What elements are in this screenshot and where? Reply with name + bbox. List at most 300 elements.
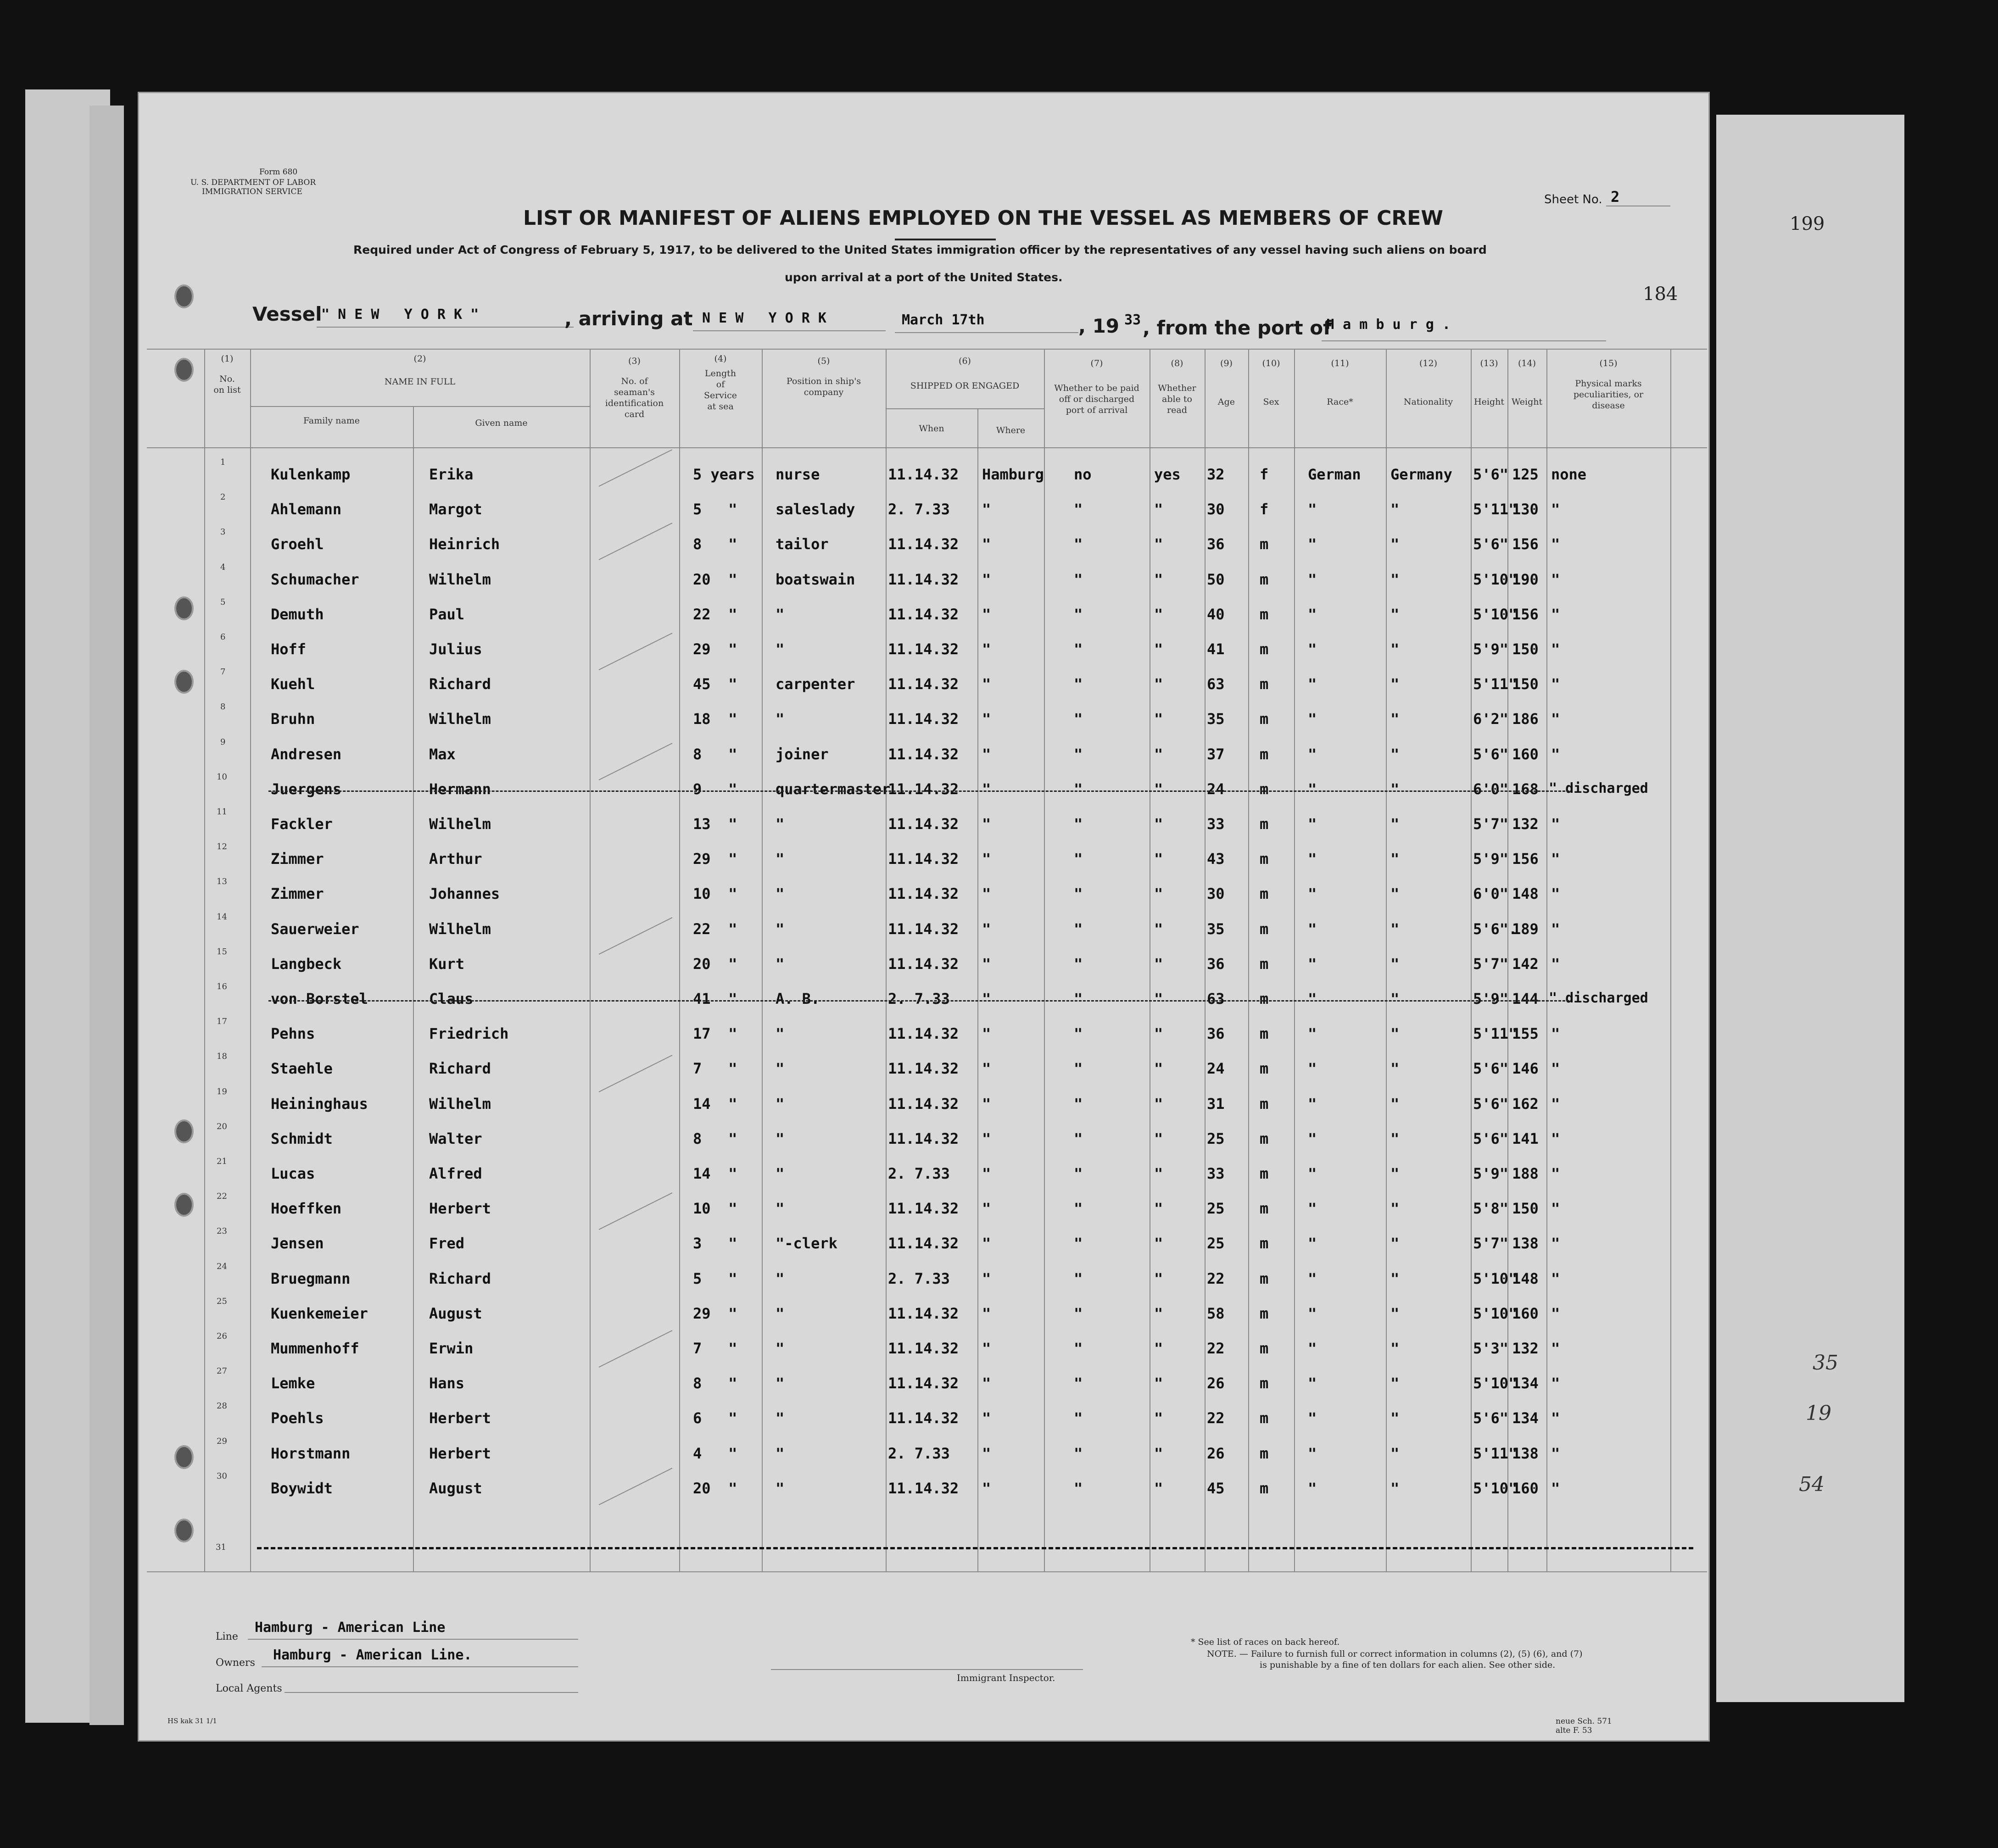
cell-age: 63 [1207,990,1225,1007]
cell-sex: m [1260,955,1269,973]
cell-read: " [1154,746,1163,763]
cell-where: " [982,501,991,518]
cell-sex: m [1260,1445,1269,1462]
cell-sex: m [1260,1409,1269,1427]
cell-when: 11.14.32 [888,1130,959,1147]
cell-position: " [776,1445,785,1462]
line-value: Hamburg - American Line [255,1620,446,1636]
cell-sex: m [1260,746,1269,763]
cell-family: Schmidt [271,1130,333,1147]
col-15-label: Physical marks peculiarities, or disease [1573,379,1644,411]
when-subheader: When [919,423,944,434]
owners-underline [262,1666,578,1667]
col-7-label: Whether to be paid off or discharged port of arrival [1054,383,1139,415]
cell-marks: " [1551,1165,1560,1182]
cell-position: carpenter [776,675,855,693]
cell-when: 11.14.32 [888,746,959,763]
cell-service: 13 " [693,815,737,833]
cell-position: " [776,1375,785,1392]
cell-read: " [1154,1480,1163,1497]
cell-race: " [1308,1060,1317,1077]
cell-paid: " [1074,1270,1083,1287]
cell-where: " [982,780,991,798]
cell-read: " [1154,1200,1163,1217]
row-number: 18 [217,1052,227,1061]
cell-race: " [1308,1165,1317,1182]
cell-family: Boywidt [271,1480,333,1497]
col-2-header [250,344,590,387]
col-8-label: Whether able to read [1158,383,1196,415]
cell-sex: m [1260,1130,1269,1147]
cell-race: " [1308,640,1317,658]
cell-age: 36 [1207,535,1225,553]
cell-race: " [1308,675,1317,693]
col-5-header [762,346,886,398]
cell-when: 11.14.32 [888,1409,959,1427]
cell-race: " [1308,746,1317,763]
cell-read: " [1154,1340,1163,1357]
owners-label: Owners [216,1657,255,1669]
cell-when: 11.14.32 [888,1025,959,1042]
cell-paid: " [1074,640,1083,658]
cell-race: " [1308,1305,1317,1322]
row-number: 14 [217,912,227,922]
cell-sex: m [1260,640,1269,658]
cell-service: 8 " [693,535,737,553]
cell-age: 24 [1207,780,1225,798]
cell-nat: " [1390,920,1400,938]
cell-weight: 160 [1512,1305,1539,1322]
col-6-number: (6) [959,356,971,366]
cell-position: quartermaster [776,780,891,798]
cell-weight: 134 [1512,1375,1539,1392]
margin-note: 35 [1813,1351,1838,1375]
cell-given: Wilhelm [429,1095,491,1113]
cell-race: " [1308,1375,1317,1392]
cell-weight: 188 [1512,1165,1539,1182]
cell-race: " [1308,1445,1317,1462]
binder-hole [174,1519,194,1542]
cell-read: " [1154,675,1163,693]
row-number: 2 [220,492,226,502]
cell-when: 11.14.32 [888,571,959,588]
cell-when: 2. 7.33 [888,501,950,518]
cell-family: Jensen [271,1235,324,1252]
cell-position: " [776,606,785,623]
col-15-number: (15) [1599,358,1618,368]
form-number: Form 680 [259,167,298,177]
cell-marks: " [1551,640,1560,658]
cell-age: 37 [1207,746,1225,763]
cell-weight: 156 [1512,535,1539,553]
cell-read: yes [1154,466,1181,483]
cell-marks: " [1551,1200,1560,1217]
cell-when: 11.14.32 [888,535,959,553]
strikethrough-line [268,1000,1569,1002]
cell-position: " [776,850,785,868]
second-number: 184 [1643,284,1678,305]
cell-sex: m [1260,1060,1269,1077]
col-14-header [1507,349,1546,407]
row-number: 9 [220,737,226,747]
subtitle-line-1: Required under Act of Congress of February 5, 1917, to be delivered to the United States immigration officer by the representatives of any vessel having such aliens on board [353,243,1487,256]
card-column-marks [590,450,679,1569]
cell-where: " [982,710,991,728]
cell-given: Kurt [429,955,465,973]
row-number: 15 [217,947,227,957]
cell-position: " [776,955,785,973]
cell-family: von Borstel [271,990,368,1007]
cell-sex: f [1260,501,1269,518]
cell-marks: " [1551,746,1560,763]
cell-family: Zimmer [271,885,324,902]
where-subheader: Where [996,425,1026,435]
cell-service: 8 " [693,746,737,763]
cell-height: 5'3" [1473,1340,1509,1357]
cell-sex: m [1260,675,1269,693]
cell-where: " [982,571,991,588]
cell-family: Langbeck [271,955,342,973]
cell-given: August [429,1305,482,1322]
cell-nat: " [1390,1480,1400,1497]
cell-service: 14 " [693,1095,737,1113]
cell-weight: 150 [1512,640,1539,658]
cell-nat: " [1390,990,1400,1007]
cell-when: 2. 7.33 [888,1270,950,1287]
col-9-header [1205,349,1248,407]
cell-race: " [1308,1409,1317,1427]
col-2-number: (2) [413,354,426,364]
cell-paid: " [1074,606,1083,623]
cell-paid: " [1074,1165,1083,1182]
cell-nat: " [1390,675,1400,693]
inspector-signature-line [771,1669,1083,1670]
subtitle-line-2: upon arrival at a port of the United States. [785,271,1063,284]
cell-marks: " [1551,1409,1560,1427]
cell-when: 11.14.32 [888,710,959,728]
col-6-header [886,346,1044,391]
cell-read: " [1154,501,1163,518]
cell-read: " [1154,710,1163,728]
cell-paid: " [1074,815,1083,833]
cell-paid: " [1074,1235,1083,1252]
cell-sex: m [1260,1305,1269,1322]
name-subheader-border [250,406,590,407]
cell-sex: m [1260,815,1269,833]
cell-marks: " [1551,1445,1560,1462]
cell-given: Julius [429,640,482,658]
cell-race: " [1308,1340,1317,1357]
right-page-edge [1716,115,1904,1702]
cell-weight: 155 [1512,1025,1539,1042]
cell-height: 5'10" [1473,1305,1518,1322]
cell-read: " [1154,780,1163,798]
cell-when: 11.14.32 [888,1340,959,1357]
cell-height: 5'10" [1473,1270,1518,1287]
cell-nat: " [1390,1340,1400,1357]
column-divider [1044,349,1045,1571]
binder-hole [174,670,194,694]
row-number: 11 [217,807,227,817]
cell-position: joiner [776,746,829,763]
col-6-label: SHIPPED OR ENGAGED [910,381,1020,391]
binder-hole [174,284,194,308]
cell-sex: m [1260,1340,1269,1357]
row-number: 21 [217,1157,227,1166]
cell-paid: " [1074,1200,1083,1217]
cell-family: Kuehl [271,675,315,693]
cell-position: "-clerk [776,1235,837,1252]
cell-read: " [1154,920,1163,938]
cell-read: " [1154,640,1163,658]
cell-when: 11.14.32 [888,1375,959,1392]
cell-where: " [982,606,991,623]
cell-weight: 168 [1512,780,1539,798]
cell-where: " [982,1025,991,1042]
cell-given: Wilhelm [429,815,491,833]
given-name-subheader: Given name [475,418,528,428]
cell-marks: " [1551,535,1560,553]
cell-paid: " [1074,885,1083,902]
cell-service: 29 " [693,850,737,868]
cell-where: " [982,746,991,763]
cell-sex: m [1260,1235,1269,1252]
cell-where: " [982,885,991,902]
cell-family: Poehls [271,1409,324,1427]
cell-paid: " [1074,1095,1083,1113]
cell-nat: " [1390,1375,1400,1392]
col-5-label: Position in ship's company [786,376,861,397]
binder-hole [174,1193,194,1217]
cell-paid: " [1074,710,1083,728]
cell-marks: " [1551,1340,1560,1357]
cell-service: 14 " [693,1165,737,1182]
col-11-header [1294,349,1386,407]
cell-sex: m [1260,1095,1269,1113]
cell-paid: " [1074,1130,1083,1147]
cell-given: Paul [429,606,465,623]
cell-height: 5'6" [1473,1130,1509,1147]
cell-read: " [1154,535,1163,553]
cell-read: " [1154,1270,1163,1287]
cell-weight: 144 [1512,990,1539,1007]
cell-family: Heininghaus [271,1095,368,1113]
cell-paid: " [1074,675,1083,693]
cell-when: 11.14.32 [888,850,959,868]
cell-race: German [1308,466,1361,483]
cell-position: " [776,1060,785,1077]
cell-height: 5'6". [1473,920,1518,938]
col-3-header [590,346,679,420]
cell-marks: " [1551,1025,1560,1042]
cell-position: saleslady [776,501,855,518]
cell-marks: " [1551,885,1560,902]
cell-weight: 189 [1512,920,1539,938]
cell-when: 2. 7.33 [888,1165,950,1182]
cell-height: 6'0" [1473,780,1509,798]
cell-service: 22 " [693,920,737,938]
page-number: 199 [1790,213,1825,234]
cell-position: " [776,1025,785,1042]
cell-nat: " [1390,746,1400,763]
cell-when: 11.14.32 [888,606,959,623]
cell-marks: " [1551,675,1560,693]
cell-where: " [982,675,991,693]
cell-when: 11.14.32 [888,466,959,483]
header-bottom-border [147,447,1707,448]
cell-height: 5'11" [1473,501,1518,518]
row-number: 24 [217,1262,227,1271]
title-rule [895,239,996,240]
cell-weight: 156 [1512,606,1539,623]
cell-race: " [1308,1270,1317,1287]
cell-paid: " [1074,780,1083,798]
cell-paid: " [1074,850,1083,868]
cell-given: Johannes [429,885,500,902]
printer-mark-left: HS kak 31 1/1 [167,1717,218,1725]
col-15-header [1546,349,1670,411]
vessel-name: " N E W Y O R K " [321,306,479,323]
cell-family: Ahlemann [271,501,342,518]
cell-age: 31 [1207,1095,1225,1113]
cell-where: " [982,1235,991,1252]
cell-age: 25 [1207,1235,1225,1252]
row-number: 5 [220,597,226,607]
cell-where: " [982,850,991,868]
row-31-number: 31 [216,1542,226,1552]
col-12-label: Nationality [1403,397,1453,407]
cell-service: 7 " [693,1340,737,1357]
cell-height: 5'6" [1473,1060,1509,1077]
cell-given: Richard [429,1270,491,1287]
cell-weight: 132 [1512,1340,1539,1357]
cell-height: 5'11" [1473,675,1518,693]
row-number: 3 [220,527,226,537]
cell-service: 6 " [693,1409,737,1427]
row-number: 13 [217,877,227,886]
cell-nat: " [1390,535,1400,553]
cell-when: 11.14.32 [888,1305,959,1322]
column-divider [1670,349,1671,1571]
cell-where: " [982,1270,991,1287]
cell-age: 36 [1207,1025,1225,1042]
cell-height: 6'0" [1473,885,1509,902]
cell-marks: " [1551,1375,1560,1392]
cell-sex: m [1260,850,1269,868]
col-10-header [1248,349,1294,407]
column-divider [1386,349,1387,1571]
cell-age: 50 [1207,571,1225,588]
cell-weight: 142 [1512,955,1539,973]
cell-marks: none [1551,466,1587,483]
family-name-subheader: Family name [303,416,360,426]
cell-given: Hans [429,1375,465,1392]
cell-position: " [776,1165,785,1182]
column-divider [977,408,978,1571]
cell-height: 5'10" [1473,571,1518,588]
local-agents-underline [285,1692,578,1693]
cell-family: Groehl [271,535,324,553]
cell-age: 26 [1207,1375,1225,1392]
col-2-label: NAME IN FULL [384,377,456,387]
vessel-underline [317,327,574,328]
left-under-sheet-2 [89,106,124,1725]
cell-read: " [1154,1235,1163,1252]
cell-nat: " [1390,501,1400,518]
column-divider [250,349,251,1571]
cell-given: Max [429,746,456,763]
cell-weight: 156 [1512,850,1539,868]
col-10-number: (10) [1262,358,1280,368]
cell-nat: " [1390,1409,1400,1427]
cell-where: " [982,1409,991,1427]
cell-nat: " [1390,815,1400,833]
cell-position: " [776,885,785,902]
cell-read: " [1154,990,1163,1007]
strikethrough-line [268,790,1569,793]
cell-when: 11.14.32 [888,920,959,938]
cell-height: 5'8" [1473,1200,1509,1217]
cell-given: Fred [429,1235,465,1252]
cell-family: Andresen [271,746,342,763]
cell-weight: 160 [1512,1480,1539,1497]
cell-sex: m [1260,885,1269,902]
cell-age: 63 [1207,675,1225,693]
penalty-note-2: is punishable by a fine of ten dollars for each alien. See other side. [1260,1660,1556,1670]
cell-read: " [1154,606,1163,623]
cell-weight: 146 [1512,1060,1539,1077]
cell-marks: " [1551,571,1560,588]
cell-paid: " [1074,1409,1083,1427]
cell-given: Erwin [429,1340,474,1357]
from-port: H a m b u r g . [1326,317,1451,333]
column-divider [1471,349,1472,1571]
cell-race: " [1308,780,1317,798]
cell-marks: " discharged [1549,990,1648,1006]
cell-given: Wilhelm [429,920,491,938]
cell-family: Lemke [271,1375,315,1392]
cell-position: " [776,1305,785,1322]
cell-where: Hamburg [982,466,1044,483]
cell-race: " [1308,501,1317,518]
cell-read: " [1154,955,1163,973]
penalty-note-1: NOTE. — Failure to furnish full or correct information in columns (2), (5) (6), and (7) [1207,1649,1583,1659]
cell-nat: " [1390,1270,1400,1287]
cell-nat: " [1390,850,1400,868]
cell-height: 5'10" [1473,606,1518,623]
cell-paid: " [1074,1480,1083,1497]
cell-where: " [982,535,991,553]
cell-when: 11.14.32 [888,640,959,658]
cell-family: Lucas [271,1165,315,1182]
cell-nat: " [1390,710,1400,728]
column-divider [1294,349,1295,1571]
cell-given: Wilhelm [429,571,491,588]
cell-height: 5'10" [1473,1480,1518,1497]
cell-position: " [776,920,785,938]
binder-hole [174,1119,194,1143]
row-number: 17 [217,1017,227,1026]
year-suffix: 33 [1124,312,1141,328]
cell-sex: m [1260,780,1269,798]
column-divider [1248,349,1249,1571]
cell-marks: " [1551,606,1560,623]
cell-where: " [982,1375,991,1392]
cell-paid: " [1074,1340,1083,1357]
cell-age: 22 [1207,1409,1225,1427]
cell-height: 5'9" [1473,1165,1509,1182]
cell-family: Kuenkemeier [271,1305,368,1322]
